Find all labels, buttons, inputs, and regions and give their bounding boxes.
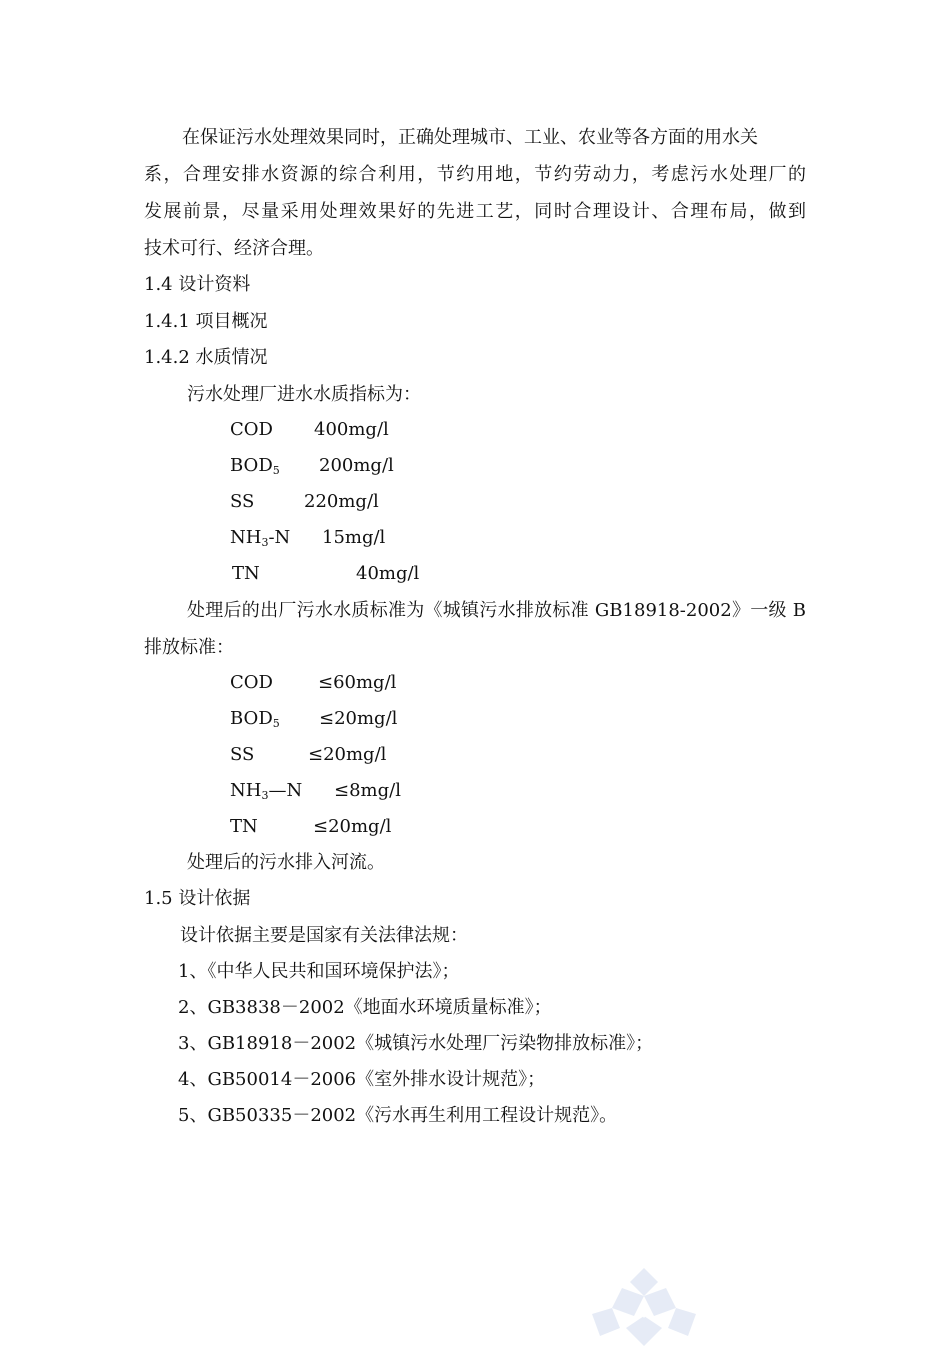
basis-list-item: 2、GB3838－2002《地面水环境质量标准》； — [178, 997, 552, 1018]
effluent-value-ss: ≤20mg/l — [308, 744, 387, 765]
influent-bod-base: BOD — [230, 455, 273, 476]
effluent-discharge-note: 处理后的污水排入河流。 — [187, 852, 385, 873]
influent-value-tn: 40mg/l — [356, 563, 420, 584]
influent-nh-base: NH — [230, 527, 262, 548]
effluent-intro-line-2: 排放标准： — [144, 637, 234, 658]
intro-paragraph-line-1: 在保证污水处理效果同时，正确处理城市、工业、农业等各方面的用水关 — [182, 127, 758, 148]
section-heading-1-4-2: 1.4.2 水质情况 — [144, 347, 268, 368]
influent-value-nh3n: 15mg/l — [322, 527, 386, 548]
influent-name-ss: SS — [230, 491, 255, 512]
effluent-name-cod: COD — [230, 672, 273, 693]
section-heading-1-5: 1.5 设计依据 — [144, 888, 251, 909]
influent-name-tn: TN — [232, 563, 260, 584]
section-heading-1-4: 1.4 设计资料 — [144, 274, 251, 295]
intro-paragraph-line-2: 系，合理安排水资源的综合利用，节约用地，节约劳动力，考虑污水处理厂的 — [144, 164, 806, 185]
influent-name-cod: COD — [230, 419, 273, 440]
effluent-name-bod5 — [230, 708, 280, 735]
influent-intro: 污水处理厂进水水质指标为： — [187, 384, 421, 405]
basis-list-item: 4、GB50014－2006《室外排水设计规范》； — [178, 1069, 546, 1090]
effluent-nh-base: NH — [230, 780, 262, 801]
effluent-intro-line-1: 处理后的出厂污水水质标准为《城镇污水排放标准 GB18918-2002》一级 B — [187, 600, 806, 621]
influent-name-bod5 — [230, 455, 280, 482]
basis-list-item: 3、GB18918－2002《城镇污水处理厂污染物排放标准》； — [178, 1033, 654, 1054]
effluent-bod-subscript: 5 — [272, 717, 280, 730]
effluent-value-nh3n: ≤8mg/l — [334, 780, 401, 801]
effluent-value-bod5: ≤20mg/l — [319, 708, 398, 729]
influent-value-cod: 400mg/l — [314, 419, 389, 440]
effluent-value-tn: ≤20mg/l — [313, 816, 392, 837]
basis-list-item: 1、《中华人民共和国环境保护法》； — [178, 961, 460, 982]
influent-nh-subscript: 3 — [261, 536, 269, 549]
influent-name-nh3n — [230, 527, 290, 554]
effluent-name-nh3n — [230, 780, 302, 807]
intro-paragraph-line-3: 发展前景，尽量采用处理效果好的先进工艺，同时合理设计、合理布局，做到 — [144, 201, 806, 222]
intro-paragraph-line-4: 技术可行、经济合理。 — [144, 238, 324, 259]
effluent-name-tn: TN — [230, 816, 258, 837]
influent-nh-suffix: -N — [268, 527, 291, 548]
influent-value-ss: 220mg/l — [304, 491, 379, 512]
snowflake-logo-icon — [584, 1266, 704, 1346]
basis-list-item: 5、GB50335－2002《污水再生利用工程设计规范》。 — [178, 1105, 618, 1126]
section-heading-1-4-1: 1.4.1 项目概况 — [144, 311, 268, 332]
effluent-value-cod: ≤60mg/l — [318, 672, 397, 693]
influent-value-bod5: 200mg/l — [319, 455, 394, 476]
effluent-bod-base: BOD — [230, 708, 273, 729]
basis-intro: 设计依据主要是国家有关法律法规： — [180, 925, 468, 946]
effluent-name-ss: SS — [230, 744, 255, 765]
effluent-nh-suffix: —N — [268, 780, 303, 801]
influent-bod-subscript: 5 — [272, 464, 280, 477]
effluent-nh-subscript: 3 — [261, 789, 269, 802]
